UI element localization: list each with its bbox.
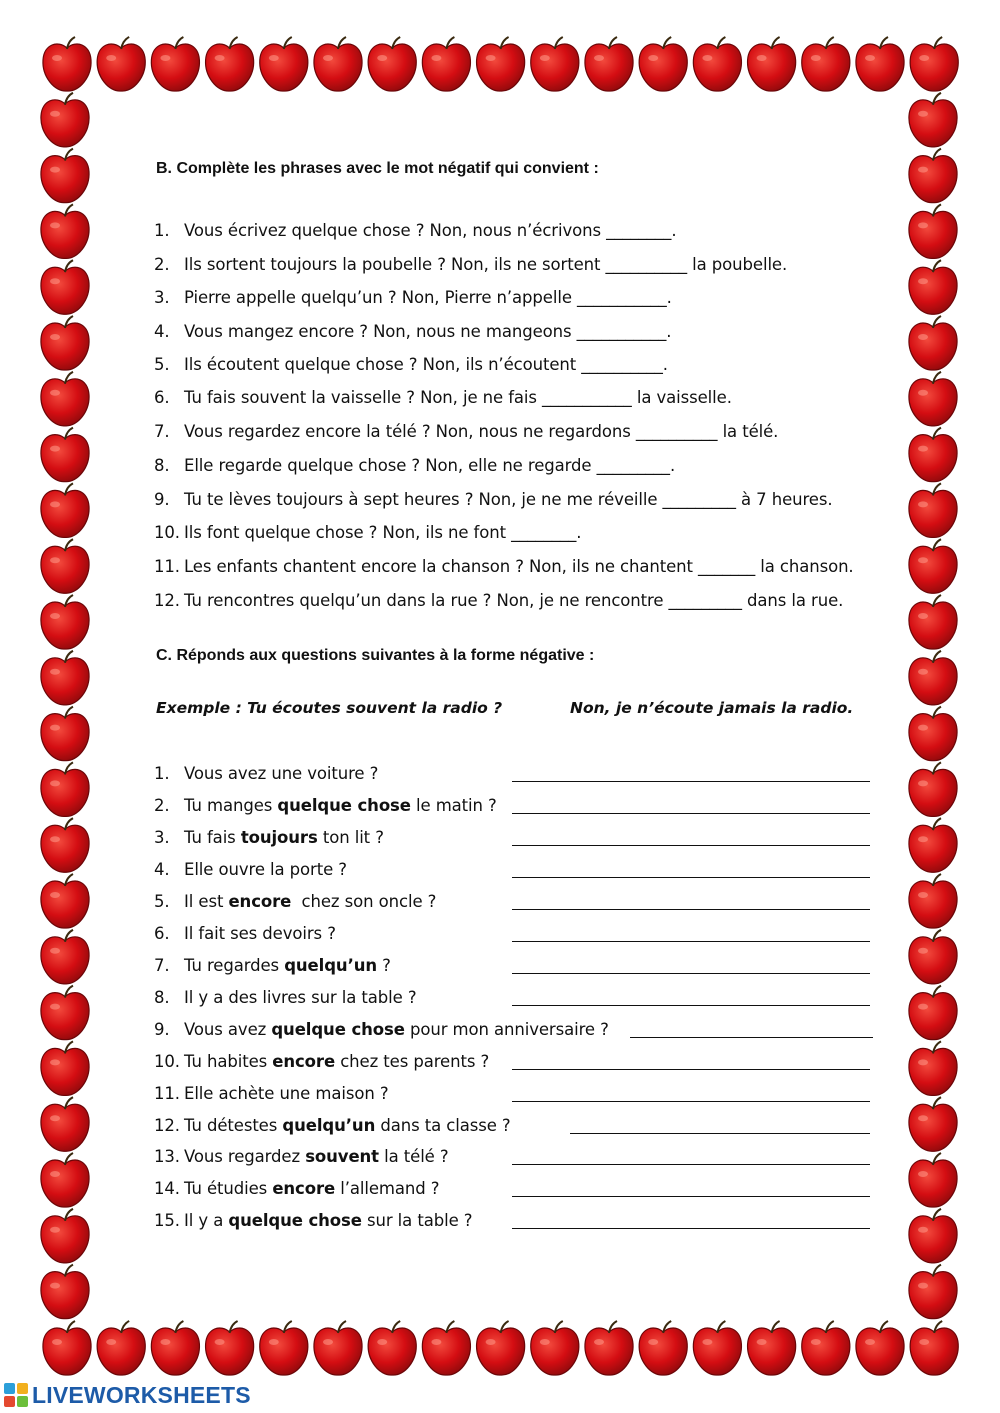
question-text: Elle ouvre la porte ? (184, 860, 347, 879)
item-number: 11. (154, 1084, 180, 1103)
apple-icon (151, 37, 199, 91)
question-text-end: l’allemand ? (335, 1179, 440, 1198)
apple-icon (748, 37, 796, 91)
exercise-b-item (154, 453, 675, 479)
apple-icon (314, 1321, 362, 1375)
item-sentence: Ils sortent toujours la poubelle ? Non, ils ne sortent __________ la poubelle. (184, 255, 788, 274)
answer-line[interactable] (512, 1164, 870, 1165)
apple-icon (909, 204, 957, 258)
question-text-end: la télé ? (378, 1147, 449, 1166)
exercise-b-item (154, 218, 676, 244)
item-sentence: Les enfants chantent encore la chanson ? Non, ils ne chantent _______ la chanson. (184, 557, 854, 576)
item-question (184, 956, 391, 975)
answer-line[interactable] (512, 909, 870, 910)
question-text: Il est (184, 892, 229, 911)
apple-icon (41, 93, 89, 147)
apple-icon (856, 37, 904, 91)
apple-icon (639, 37, 687, 91)
item-number: 8. (154, 456, 170, 475)
item-sentence: Tu te lèves toujours à sept heures ? Non, je ne me réveille _________ à 7 heures. (184, 490, 833, 509)
apple-icon (693, 37, 741, 91)
apple-icon (585, 1321, 633, 1375)
question-text: Tu habites (184, 1052, 273, 1071)
item-sentence: Vous mangez encore ? Non, nous ne mangeons ___________. (184, 322, 672, 341)
apple-icon (909, 762, 957, 816)
exercise-b-item (154, 319, 671, 345)
item-sentence: Ils font quelque chose ? Non, ils ne font ________. (184, 523, 582, 542)
question-text: Tu regardes (184, 956, 285, 975)
exercise-b-item (154, 285, 672, 311)
exercise-b-item (154, 385, 732, 411)
item-number: 11. (154, 557, 180, 576)
item-question (184, 1116, 511, 1135)
apple-icon (910, 1321, 958, 1375)
answer-line[interactable] (512, 1005, 870, 1006)
item-sentence: Pierre appelle quelqu’un ? Non, Pierre n’appelle ___________. (184, 288, 672, 307)
question-keyword: encore (272, 1179, 336, 1198)
item-number: 2. (154, 796, 170, 815)
apple-icon (41, 1097, 89, 1151)
answer-line[interactable] (512, 845, 870, 846)
apple-icon (909, 1265, 957, 1319)
item-number: 14. (154, 1179, 180, 1198)
apple-icon (41, 1153, 89, 1207)
answer-line[interactable] (570, 1133, 870, 1134)
item-number: 2. (154, 255, 170, 274)
item-number: 9. (154, 490, 170, 509)
item-number: 7. (154, 956, 170, 975)
apple-icon (477, 37, 525, 91)
item-number: 1. (154, 764, 170, 783)
apple-icon (206, 1321, 254, 1375)
apple-icon (909, 595, 957, 649)
exercise-b-item (154, 588, 843, 614)
apple-icon (41, 986, 89, 1040)
liveworksheets-logo-icon (4, 1383, 28, 1407)
apple-icon (909, 428, 957, 482)
item-question (184, 764, 378, 783)
apple-icon (43, 1321, 91, 1375)
question-keyword: quelque chose (228, 1211, 362, 1230)
apple-icon (41, 595, 89, 649)
question-text-end: pour mon anniversaire ? (404, 1020, 609, 1039)
question-keyword: quelqu’un (284, 956, 378, 975)
question-text: Vous avez une voiture ? (184, 764, 379, 783)
apple-icon (909, 483, 957, 537)
exercise-b-item (154, 487, 833, 513)
item-sentence: Tu rencontres quelqu’un dans la rue ? Non, je ne rencontre _________ dans la rue. (184, 591, 844, 610)
exercise-c-item (154, 1208, 472, 1234)
exercise-c-item (154, 1017, 609, 1043)
item-question (184, 1052, 489, 1071)
item-number: 10. (154, 1052, 180, 1071)
item-number: 1. (154, 221, 170, 240)
item-question (184, 828, 384, 847)
apple-icon (909, 372, 957, 426)
apple-icon (41, 372, 89, 426)
question-keyword: souvent (305, 1147, 379, 1166)
item-sentence: Vous écrivez quelque chose ? Non, nous n’écrivons ________. (184, 221, 677, 240)
apple-icon (41, 316, 89, 370)
exercise-c-item (154, 793, 497, 819)
question-text: Tu fais (184, 828, 241, 847)
item-question (184, 892, 436, 911)
apple-icon (909, 1097, 957, 1151)
apple-icon (41, 651, 89, 705)
item-question (184, 1147, 449, 1166)
answer-line[interactable] (512, 813, 870, 814)
apple-icon (909, 93, 957, 147)
item-sentence: Vous regardez encore la télé ? Non, nous ne regardons __________ la télé. (184, 422, 779, 441)
question-keyword: encore (228, 892, 292, 911)
apple-icon (41, 762, 89, 816)
item-question (184, 924, 336, 943)
question-text-end: ? (377, 956, 391, 975)
apple-icon (531, 1321, 579, 1375)
answer-line[interactable] (512, 941, 870, 942)
exercise-c-item (154, 1176, 439, 1202)
apple-icon (909, 818, 957, 872)
apple-icon (910, 37, 958, 91)
question-text-end: chez son oncle ? (291, 892, 437, 911)
example-question: Exemple : Tu écoutes souvent la radio ? (156, 699, 503, 717)
apple-icon (43, 37, 91, 91)
exercise-c-item (154, 953, 391, 979)
item-sentence: Elle regarde quelque chose ? Non, elle ne regarde _________. (184, 456, 676, 475)
apple-icon (909, 316, 957, 370)
item-number: 4. (154, 860, 170, 879)
apple-icon (41, 483, 89, 537)
question-text: Il y a (184, 1211, 229, 1230)
exercise-c-item (154, 1081, 388, 1107)
exercise-b-item (154, 520, 581, 546)
question-text: Il y a des livres sur la table ? (184, 988, 417, 1007)
question-keyword: toujours (240, 828, 318, 847)
question-keyword: quelque chose (277, 796, 411, 815)
item-number: 5. (154, 892, 170, 911)
item-number: 6. (154, 388, 170, 407)
apple-icon (585, 37, 633, 91)
item-number: 12. (154, 591, 180, 610)
question-text: Vous avez (184, 1020, 272, 1039)
apple-icon (856, 1321, 904, 1375)
apple-icon (41, 930, 89, 984)
apple-icon (206, 37, 254, 91)
apple-icon (909, 539, 957, 593)
apple-icon (41, 818, 89, 872)
question-text-end: le matin ? (410, 796, 497, 815)
apple-icon (368, 37, 416, 91)
question-text: Tu étudies (184, 1179, 273, 1198)
question-text: Tu détestes (184, 1116, 283, 1135)
question-text-end: sur la table ? (361, 1211, 473, 1230)
item-question (184, 1211, 472, 1230)
apple-icon (41, 874, 89, 928)
question-keyword: quelque chose (271, 1020, 405, 1039)
item-number: 13. (154, 1147, 180, 1166)
item-number: 7. (154, 422, 170, 441)
apple-icon (477, 1321, 525, 1375)
apple-icon (909, 874, 957, 928)
apple-icon (909, 149, 957, 203)
apple-icon (531, 37, 579, 91)
apple-icon (802, 1321, 850, 1375)
question-text-end: dans ta classe ? (375, 1116, 511, 1135)
exercise-b-item (154, 554, 854, 580)
apple-icon (41, 149, 89, 203)
apple-icon (41, 1265, 89, 1319)
brand-name: LIVEWORKSHEETS (32, 1381, 251, 1408)
apple-icon (693, 1321, 741, 1375)
question-keyword: encore (272, 1052, 336, 1071)
apple-icon (422, 1321, 470, 1375)
item-number: 4. (154, 322, 170, 341)
apple-icon (97, 37, 145, 91)
item-number: 6. (154, 924, 170, 943)
apple-icon (41, 260, 89, 314)
exercise-b-item (154, 419, 778, 445)
exercise-b-item (154, 352, 668, 378)
exercise-c-item (154, 1113, 511, 1139)
apple-icon (368, 1321, 416, 1375)
section-b-heading: B. Complète les phrases avec le mot négatif qui convient : (156, 160, 599, 177)
exercise-c-item (154, 889, 436, 915)
item-number: 3. (154, 828, 170, 847)
apple-icon (909, 930, 957, 984)
item-question (184, 988, 417, 1007)
apple-icon (41, 539, 89, 593)
item-question (184, 860, 347, 879)
item-number: 3. (154, 288, 170, 307)
item-number: 8. (154, 988, 170, 1007)
exercise-c-item (154, 1049, 489, 1075)
item-number: 10. (154, 523, 180, 542)
question-text: Elle achète une maison ? (184, 1084, 389, 1103)
apple-icon (422, 37, 470, 91)
item-number: 15. (154, 1211, 180, 1230)
exercise-b-item (154, 252, 787, 278)
exercise-c-item (154, 857, 347, 883)
question-keyword: quelqu’un (282, 1116, 376, 1135)
apple-icon (151, 1321, 199, 1375)
answer-line[interactable] (512, 1101, 870, 1102)
question-text-end: ton lit ? (317, 828, 384, 847)
question-text: Il fait ses devoirs ? (184, 924, 336, 943)
apple-icon (41, 204, 89, 258)
answer-line[interactable] (512, 781, 870, 782)
answer-line[interactable] (512, 1196, 870, 1197)
apple-icon (314, 37, 362, 91)
apple-icon (909, 986, 957, 1040)
example-answer: Non, je n’écoute jamais la radio. (570, 699, 854, 717)
apple-icon (802, 37, 850, 91)
item-question (184, 796, 497, 815)
item-number: 9. (154, 1020, 170, 1039)
exercise-c-item (154, 1144, 449, 1170)
item-sentence: Ils écoutent quelque chose ? Non, ils n’écoutent __________. (184, 355, 668, 374)
item-sentence: Tu fais souvent la vaisselle ? Non, je ne fais ___________ la vaisselle. (184, 388, 732, 407)
question-text: Tu manges (184, 796, 278, 815)
apple-icon (909, 707, 957, 761)
item-question (184, 1179, 439, 1198)
apple-icon (41, 707, 89, 761)
apple-icon (909, 260, 957, 314)
apple-icon (639, 1321, 687, 1375)
question-text: Vous regardez (184, 1147, 306, 1166)
item-question (184, 1084, 388, 1103)
exercise-c-item (154, 761, 378, 787)
apple-icon (748, 1321, 796, 1375)
apple-icon (260, 37, 308, 91)
exercise-c-item (154, 985, 417, 1011)
apple-icon (41, 1041, 89, 1095)
liveworksheets-brand (4, 1382, 251, 1408)
item-number: 5. (154, 355, 170, 374)
answer-line[interactable] (630, 1037, 873, 1038)
apple-icon (909, 651, 957, 705)
exercise-c-item (154, 825, 384, 851)
apple-icon (909, 1041, 957, 1095)
apple-icon (909, 1153, 957, 1207)
apple-icon (41, 1209, 89, 1263)
apple-icon (41, 428, 89, 482)
answer-line[interactable] (512, 877, 870, 878)
apple-icon (97, 1321, 145, 1375)
apple-icon (260, 1321, 308, 1375)
answer-line[interactable] (512, 973, 870, 974)
answer-line[interactable] (512, 1069, 870, 1070)
question-text-end: chez tes parents ? (335, 1052, 490, 1071)
exercise-c-item (154, 921, 336, 947)
item-number: 12. (154, 1116, 180, 1135)
item-question (184, 1020, 609, 1039)
apple-icon (909, 1209, 957, 1263)
section-c-heading: C. Réponds aux questions suivantes à la forme négative : (156, 647, 595, 664)
answer-line[interactable] (512, 1228, 870, 1229)
